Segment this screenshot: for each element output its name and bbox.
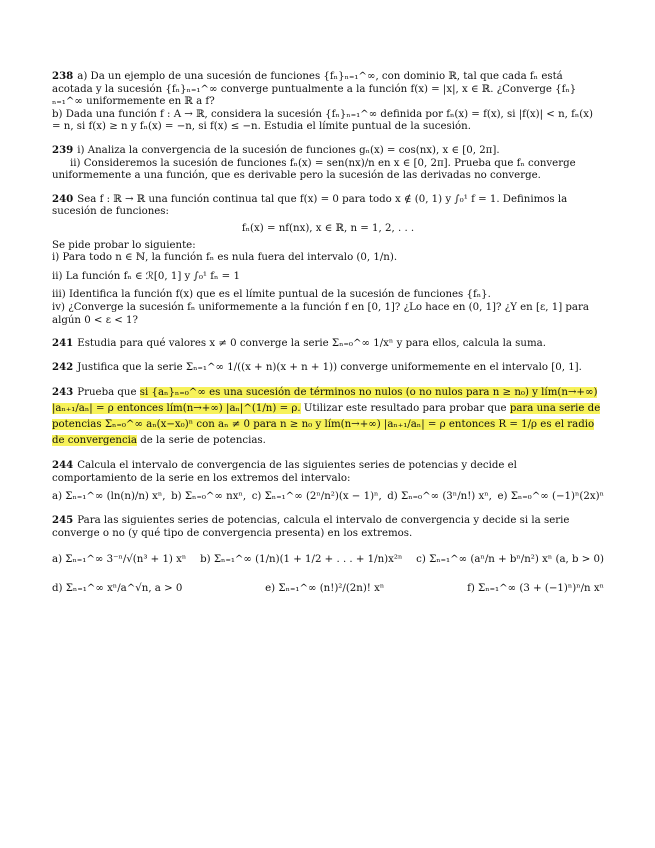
problem-245-text: Para las siguientes series de potencias, calcula el intervalo de convergencia y decide si la serie converge o no (y qué tipo de convergencia presenta) en los extremos.: [52, 515, 570, 539]
problem-240-ask: Se pide probar lo siguiente:: [52, 239, 196, 251]
series-item: b) Σₙ₌₁^∞ (1/n)(1 + 1/2 + . . . + 1/n)x²ⁿ: [200, 554, 403, 566]
series-item: f) Σₙ₌₁^∞ (3 + (−1)ⁿ)ⁿ/n xⁿ: [467, 582, 604, 594]
series-item: c) Σₙ₌₁^∞ (2ⁿ/n²)(x − 1)ⁿ,: [251, 491, 382, 503]
series-item: e) Σₙ₌₁^∞ (n!)²/(2n)! xⁿ: [265, 582, 385, 594]
series-row: [52, 554, 604, 567]
problem-number: 238: [52, 70, 74, 82]
problem-244-text: Calcula el intervalo de convergencia de las siguientes series de potencias y decide el comportamiento de la serie en los extremos del intervalo:: [52, 460, 517, 484]
problem-238-b: b) Dada una función f : A → ℝ, considera la sucesión {fₙ}ₙ₌₁^∞ definida por fₙ(x) = f(x), si |f(x)| < n, fₙ(x) = n, si f(x) ≥ n y fₙ(x) = −n, si f(x) ≤ −n. Estudia el límite puntual de la sucesión.: [52, 108, 593, 133]
problem-243: [52, 384, 604, 449]
problem-number: 243: [52, 386, 74, 399]
series-item: d) Σₙ₌₁^∞ xⁿ/a^√n, a > 0: [52, 582, 183, 594]
problem-240-iii: iii) Identifica la función f(x) que es el límite puntual de la sucesión de funciones {fₙ}.: [52, 289, 491, 301]
problem-238-a: a) Da un ejemplo de una sucesión de funciones {fₙ}ₙ₌₁^∞, con dominio ℝ, tal que cada fₙ está acotada y la sucesión {fₙ}ₙ₌₁^∞ converge puntualmente a la función f(x) = |x|, x ∈ ℝ. ¿Converge {fₙ}ₙ₌₁^∞ uniformemente en ℝ a f?: [52, 71, 577, 108]
problem-244: [52, 459, 604, 504]
problem-241-text: Estudia para qué valores x ≠ 0 converge la serie Σₙ₌₀^∞ 1/xⁿ y para ellos, calcula la suma.: [77, 338, 546, 350]
series-item: c) Σₙ₌₁^∞ (aⁿ/n + bⁿ/n²) xⁿ (a, b > 0): [416, 554, 604, 566]
problem-239-i: i) Analiza la convergencia de la sucesión de funciones gₙ(x) = cos(nx), x ∈ [0, 2π].: [77, 144, 500, 156]
problem-245: [52, 514, 604, 595]
problem-240-formula: fₙ(x) = nf(nx), x ∈ ℝ, n = 1, 2, . . .: [241, 222, 415, 234]
highlighted-text-1: si {aₙ}ₙ₌₀^∞ es una sucesión de términos no nulos (o no nulos para n ≥ n₀) y lím(n→+∞) |aₙ₊₁/aₙ| = ρ entonces lím(n→+∞) |aₙ|^(1/n) = ρ.: [52, 387, 598, 415]
series-item: a) Σₙ₌₁^∞ (ln(n)/n) xⁿ,: [52, 491, 166, 503]
problem-243-mid: Utilizar este resultado para probar que: [300, 403, 510, 415]
series-row: [52, 491, 604, 504]
problem-239: [52, 144, 604, 183]
series-row: [52, 583, 604, 596]
document-page: [52, 70, 604, 605]
highlighted-text-2: para una serie de potencias Σₙ₌₀^∞ aₙ(x−x₀)ⁿ con aₙ ≠ 0 para n ≥ n₀ y lím(n→+∞) |aₙ₊₁/aₙ| = ρ entonces R = 1/ρ es el radio de convergencia: [52, 403, 601, 447]
problem-number: 241: [52, 337, 74, 350]
problem-number: 239: [52, 143, 74, 156]
problem-number: 244: [52, 459, 74, 472]
problem-242: [52, 361, 604, 375]
series-item: a) Σₙ₌₁^∞ 3⁻ⁿ/√(n³ + 1) xⁿ: [52, 554, 187, 566]
problem-240-iv: iv) ¿Converge la sucesión fₙ uniformemente a la función f en [0, 1]? ¿Lo hace en (0, 1]? ¿Y en [ε, 1] para algún 0 < ε < 1?: [52, 301, 589, 326]
problem-243-pre: Prueba que: [77, 387, 140, 399]
series-item: e) Σₙ₌₀^∞ (−1)ⁿ(2x)ⁿ: [497, 491, 604, 503]
problem-242-text: Justifica que la serie Σₙ₌₁^∞ 1/((x + n)(x + n + 1)) converge uniformemente en el intervalo [0, 1].: [77, 361, 582, 373]
problem-238: [52, 70, 604, 134]
problem-240: [52, 193, 604, 327]
problem-240-intro: Sea f : ℝ → ℝ una función continua tal que f(x) = 0 para todo x ∉ (0, 1) y ∫₀¹ f = 1. Definimos la sucesión de funciones:: [52, 193, 568, 218]
problem-241: [52, 337, 604, 351]
problem-number: 245: [52, 514, 74, 527]
problem-number: 240: [52, 192, 74, 205]
problem-243-post: de la serie de potencias.: [137, 435, 266, 447]
problem-239-ii: ii) Consideremos la sucesión de funciones fₙ(x) = sen(nx)/n en x ∈ [0, 2π]. Prueba que fₙ converge uniformemente a una función, que es derivable pero la sucesión de las derivadas no converge.: [52, 157, 576, 182]
series-item: d) Σₙ₌₀^∞ (3ⁿ/n!) xⁿ,: [387, 491, 492, 503]
problem-240-ii: ii) La función fₙ ∈ ℛ[0, 1] y ∫₀¹ fₙ = 1: [52, 270, 240, 282]
series-item: b) Σₙ₌₀^∞ nxⁿ,: [171, 491, 247, 503]
problem-240-i: i) Para todo n ∈ ℕ, la función fₙ es nula fuera del intervalo (0, 1/n).: [52, 252, 398, 264]
problem-number: 242: [52, 360, 74, 373]
